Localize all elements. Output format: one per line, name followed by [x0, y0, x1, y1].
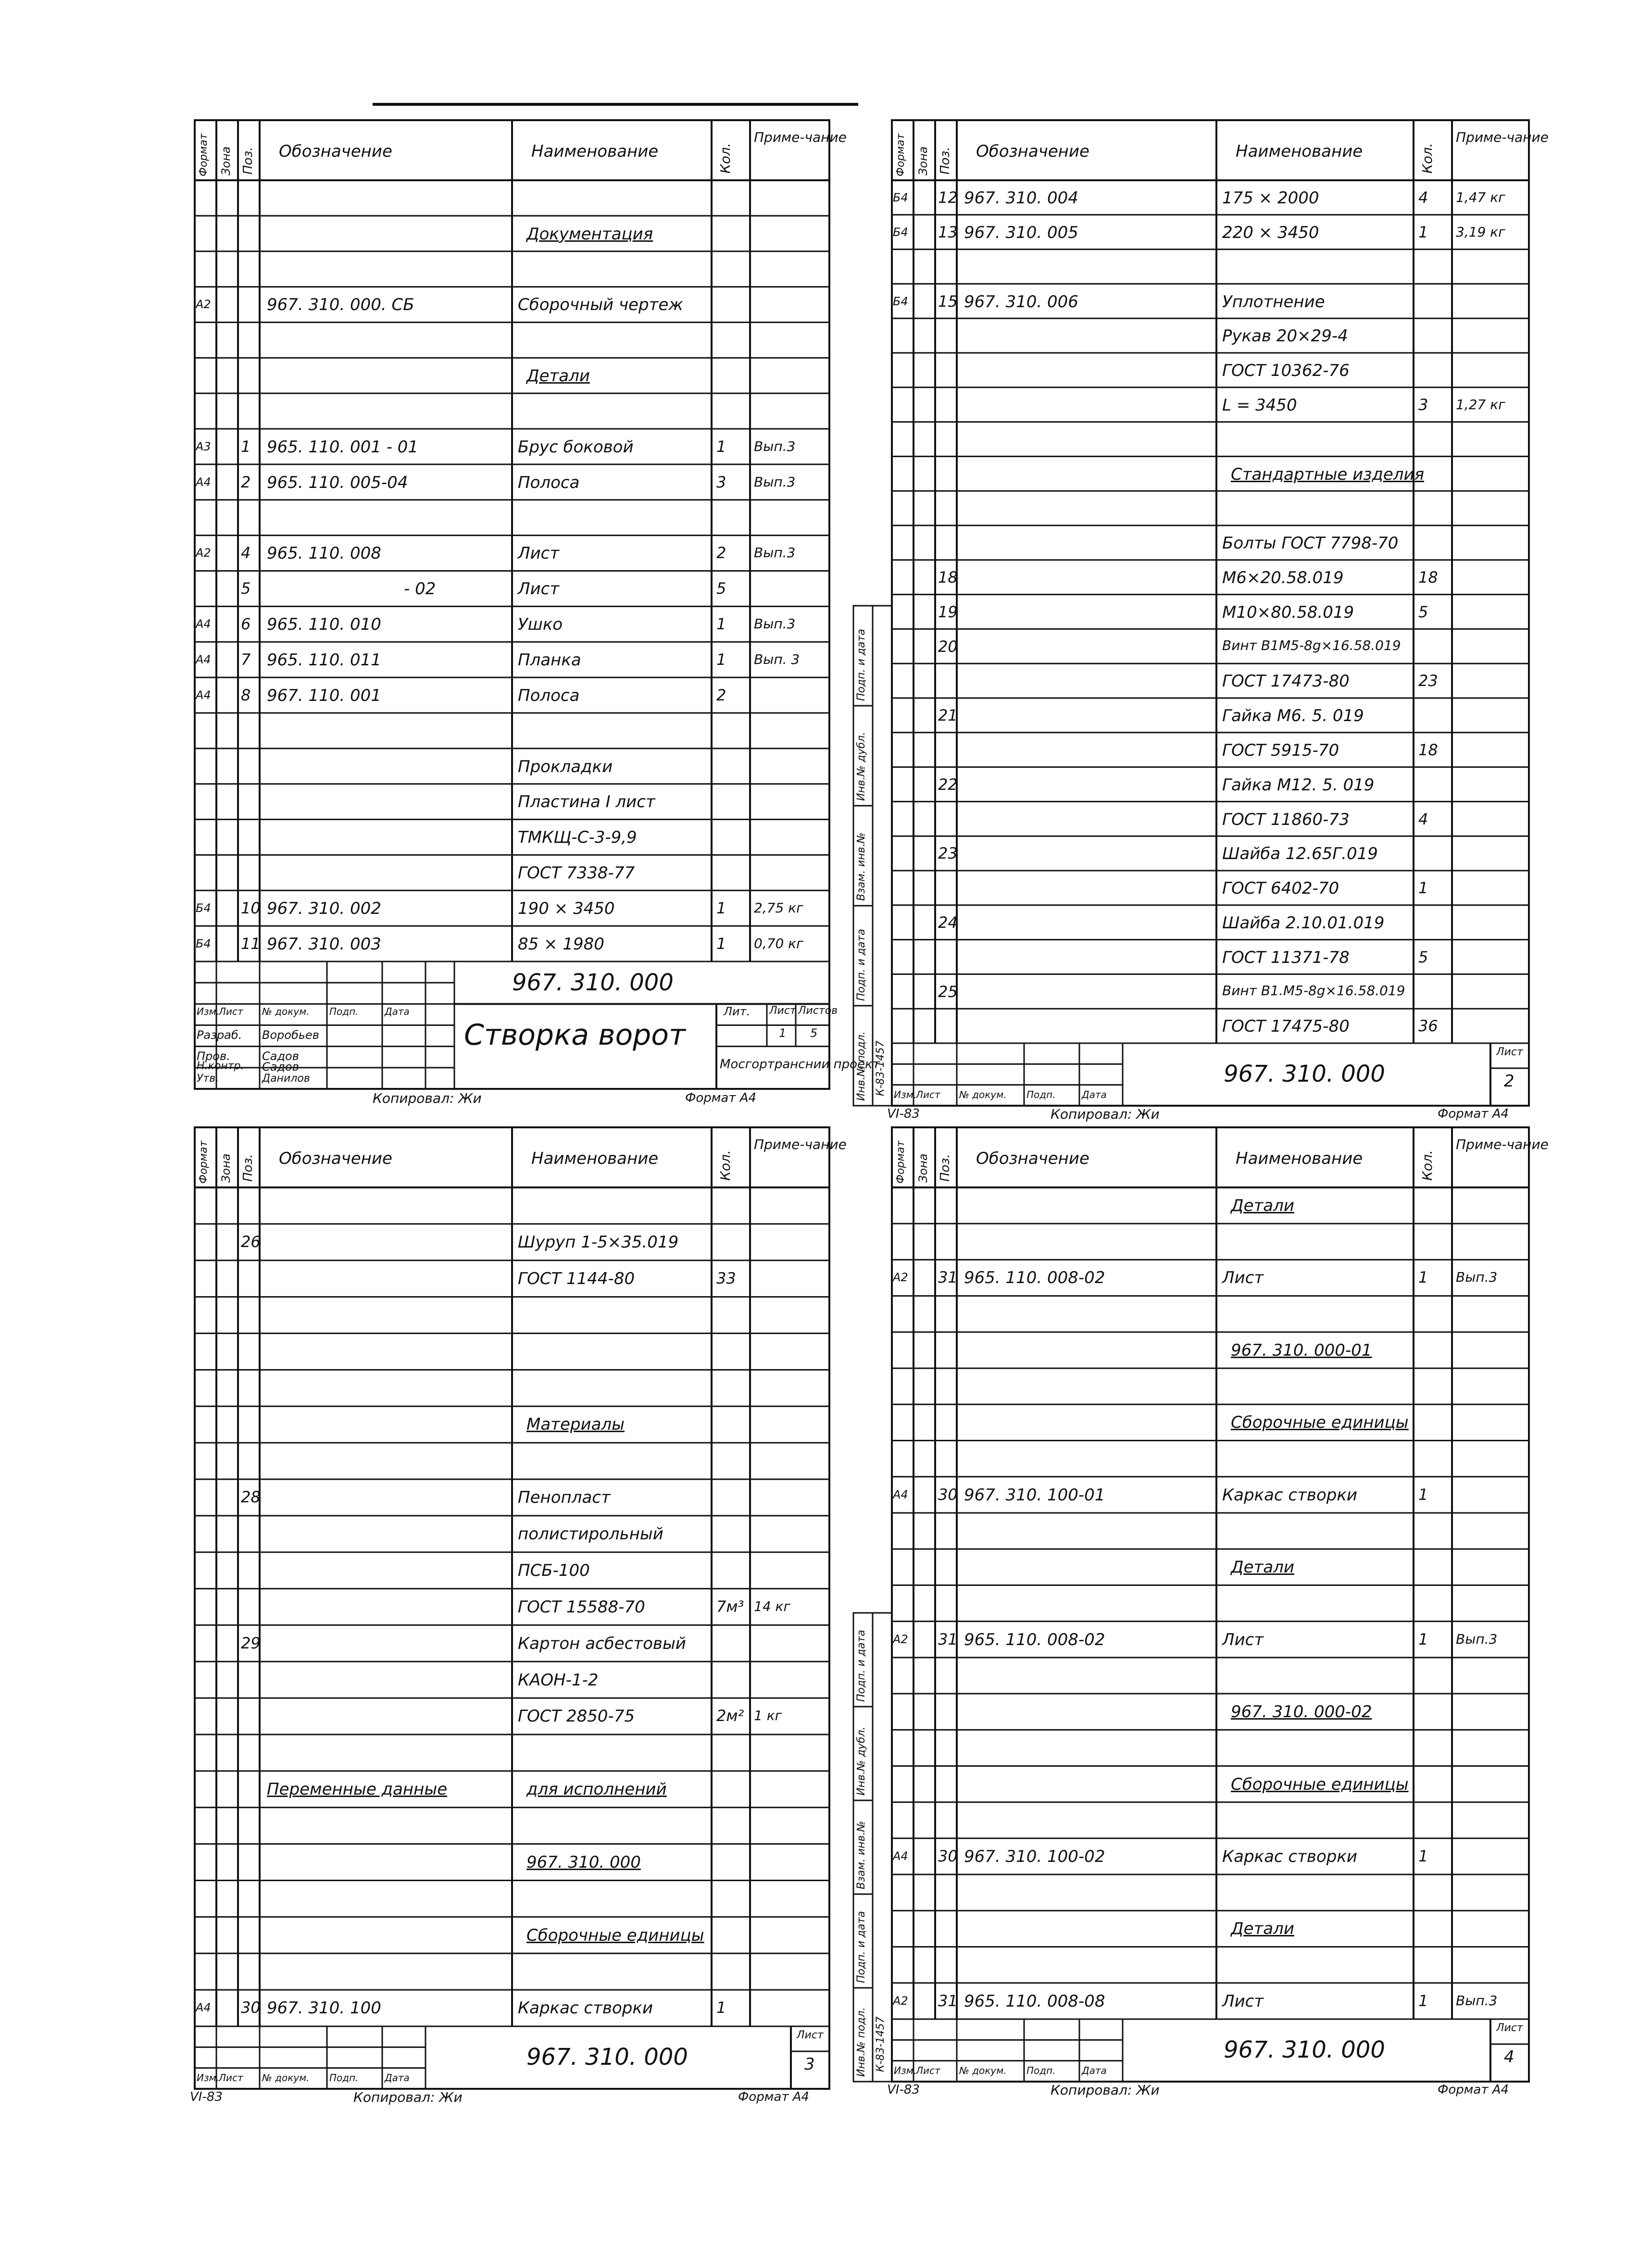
row-qty: 1 [716, 615, 726, 634]
stamp-copied: Копировал: Жи [1051, 2082, 1160, 2098]
row-note: 2,75 кг [754, 899, 803, 916]
stamp-norm-name: Садов [262, 1060, 299, 1073]
row-name: Прокладки [518, 757, 613, 776]
header-name: Наименование [531, 1149, 659, 1168]
stamp-sheet-label: Лист [797, 2029, 824, 2041]
row-note: 1,47 кг [1456, 189, 1505, 206]
stamp-doc-code: 967. 310. 000 [1224, 2036, 1385, 2063]
sheet-grid [892, 120, 1549, 1106]
row-name: М10×80.58.019 [1222, 602, 1354, 622]
row-format: А2 [893, 1632, 908, 1646]
row-pos: 22 [938, 775, 958, 794]
header-qty: Кол. [717, 1150, 733, 1181]
row-name: ПСБ-100 [518, 1560, 590, 1580]
row-pos: 13 [938, 223, 958, 241]
row-qty: 1 [1418, 1485, 1428, 1504]
row-note: 14 кг [754, 1598, 791, 1614]
row-name: М6×20.58.019 [1222, 568, 1344, 587]
row-name: Рукав 20×29-4 [1222, 326, 1348, 346]
row-name: Шуруп 1-5×35.019 [518, 1233, 679, 1252]
side-label-replace_inv: Взам. инв.№ [855, 832, 867, 901]
row-name: Сборочные единицы [1231, 1774, 1409, 1794]
row-pos: 31 [938, 1630, 958, 1648]
stamp-doc-no: № докум. [262, 1006, 310, 1018]
stamp-sign: Подп. [329, 2072, 359, 2084]
stamp-sign: Подп. [1026, 2064, 1056, 2076]
row-format: А4 [196, 652, 211, 666]
header-qty: Кол. [1419, 1150, 1435, 1181]
row-qty: 1 [1418, 1630, 1428, 1648]
stamp-format-a4: Формат А4 [1438, 2083, 1509, 2097]
row-qty: 4 [1418, 188, 1428, 207]
row-pos: 1 [241, 437, 251, 456]
row-pos: 30 [938, 1847, 958, 1865]
row-name: 190 × 3450 [518, 899, 615, 918]
header-format: Формат [198, 1140, 210, 1184]
row-name: Брус боковой [518, 437, 634, 457]
side-label-sign_date2: Подп. и дата [855, 1911, 867, 1983]
row-format: А3 [196, 439, 211, 453]
header-format: Формат [198, 133, 210, 176]
header-zone: Зона [219, 1153, 233, 1183]
stamp-sheet: Лист [219, 1006, 243, 1018]
row-designation: 967. 310. 005 [964, 223, 1078, 242]
row-qty: 1 [1418, 223, 1428, 241]
header-pos: Поз. [938, 1154, 952, 1182]
side-label-inv_dup: Инв.№ дубл. [855, 1726, 867, 1796]
row-format: Б4 [893, 294, 908, 308]
row-name: ГОСТ 1144-80 [518, 1269, 635, 1288]
row-qty: 18 [1418, 740, 1438, 759]
stamp-date: Дата [385, 1006, 410, 1018]
row-format: А2 [893, 1271, 908, 1285]
stamp-lit: Лит. [724, 1005, 751, 1019]
row-qty: 1 [1418, 1847, 1428, 1865]
row-name: Уплотнение [1222, 292, 1325, 312]
row-designation: 967. 310. 000. СБ [267, 295, 414, 315]
row-qty: 1 [716, 437, 726, 456]
header-designation: Обозначение [279, 142, 392, 161]
row-qty: 2 [716, 544, 726, 562]
stamp-date-mark: VI-83 [887, 2083, 920, 2097]
row-name: 220 × 3450 [1222, 223, 1319, 242]
side-label-sign_date: Подп. и дата [855, 629, 867, 701]
row-name: Лист [1222, 1268, 1264, 1288]
row-designation: 967. 310. 100 [267, 1998, 381, 2018]
side-label-sign_date2: Подп. и дата [855, 929, 867, 1001]
row-name: 967. 310. 000-02 [1231, 1702, 1372, 1722]
row-name: 967. 310. 000-01 [1231, 1340, 1372, 1360]
row-pos: 11 [241, 934, 261, 953]
row-name: Шайба 12.65Г.019 [1222, 844, 1378, 864]
row-pos: 19 [938, 602, 958, 621]
row-format: А2 [196, 298, 211, 312]
side-label-inv_dup: Инв.№ дубл. [855, 732, 867, 801]
row-format: А4 [196, 475, 211, 489]
row-designation: 965. 110. 008-08 [964, 1991, 1105, 2011]
row-name: 175 × 2000 [1222, 188, 1319, 208]
row-name: Стандартные изделия [1231, 464, 1425, 484]
row-qty: 5 [1418, 602, 1428, 621]
stamp-date-mark: VI-83 [190, 2090, 223, 2104]
row-pos: 25 [938, 982, 958, 1001]
header-pos: Поз. [241, 1154, 255, 1182]
stamp-sheet-label: Лист [1496, 1046, 1523, 1058]
header-zone: Зона [916, 146, 930, 175]
header-pos: Поз. [241, 147, 255, 175]
row-name: Сборочные единицы [1231, 1413, 1409, 1433]
stamp-developer-name: Воробьев [262, 1028, 319, 1042]
row-name: Полоса [518, 473, 580, 492]
row-qty: 4 [1418, 810, 1428, 828]
row-qty: 1 [716, 934, 726, 953]
stamp-format-a4: Формат А4 [738, 2090, 810, 2104]
row-name: ГОСТ 15588-70 [518, 1597, 645, 1617]
side-inv-code: К-83-1457 [875, 2016, 887, 2072]
side-label-inv_orig: Инв.№ подл. [855, 1031, 867, 1101]
row-pos: 6 [241, 615, 251, 634]
row-name: ГОСТ 2850-75 [518, 1707, 635, 1726]
row-name: ГОСТ 17473-80 [1222, 672, 1350, 691]
row-name: Пластина I лист [518, 792, 655, 812]
row-name: Пенопласт [518, 1488, 611, 1508]
row-format: А4 [196, 688, 211, 702]
row-name: Гайка М12. 5. 019 [1222, 775, 1375, 795]
row-name: Детали [1231, 1196, 1294, 1216]
row-designation: 965. 110. 011 [267, 650, 381, 670]
side-label-sign_date: Подп. и дата [855, 1630, 867, 1702]
stamp-date: Дата [385, 2072, 410, 2084]
row-pos: 10 [241, 899, 261, 917]
stamp-approved: Утв. [197, 1072, 219, 1085]
stamp-sheet: Лист [219, 2072, 243, 2084]
row-qty: 2м² [716, 1707, 744, 1725]
row-name: Детали [1231, 1919, 1294, 1939]
stamp-date: Дата [1082, 2064, 1107, 2076]
row-qty: 5 [1418, 948, 1428, 966]
stamp-date: Дата [1082, 1088, 1107, 1100]
row-note: 3,19 кг [1456, 224, 1505, 240]
stamp-change: Изм. [197, 2072, 220, 2084]
row-name: КАОН-1-2 [518, 1670, 599, 1690]
row-qty: 1 [716, 650, 726, 669]
row-name: Шайба 2.10.01.019 [1222, 913, 1385, 933]
header-zone: Зона [219, 146, 233, 175]
sheet-4 [855, 1127, 1549, 2098]
row-format: Б4 [196, 936, 211, 950]
row-pos: 26 [241, 1233, 261, 1251]
row-pos: 23 [938, 844, 958, 863]
sheet-2 [855, 120, 1549, 1122]
stamp-sheet: Лист [916, 1088, 940, 1100]
row-designation: 967. 310. 100-01 [964, 1485, 1105, 1505]
stamp-copied: Копировал: Жи [1051, 1106, 1160, 1122]
header-zone: Зона [916, 1153, 930, 1183]
row-note: Вып.3 [754, 438, 796, 454]
row-format: А4 [196, 2001, 211, 2015]
row-format: Б4 [893, 225, 908, 239]
header-pos: Поз. [938, 147, 952, 175]
header-note: Приме-чание [1456, 1136, 1549, 1152]
row-qty: 18 [1418, 568, 1438, 587]
stamp-sheet: Лист [916, 2064, 940, 2076]
header-qty: Кол. [717, 143, 733, 174]
stamp-sheets-label: Листов [798, 1005, 838, 1017]
row-name: Винт В1.М5-8g×16.58.019 [1222, 982, 1405, 998]
row-format: А4 [196, 617, 211, 631]
row-designation: 967. 310. 003 [267, 934, 381, 954]
row-pos: 31 [938, 1991, 958, 2010]
header-name: Наименование [531, 142, 659, 161]
row-note: Вып.3 [1456, 1992, 1498, 2009]
row-pos: 7 [241, 650, 251, 669]
row-qty: 33 [716, 1269, 736, 1287]
sheet-3 [190, 1127, 847, 2105]
row-pos: 30 [241, 1998, 261, 2017]
stamp-copied: Копировал: Жи [353, 2089, 463, 2105]
row-qty: 1 [716, 899, 726, 917]
row-designation: 967. 110. 001 [267, 686, 381, 705]
row-pos: 30 [938, 1485, 958, 1504]
stamp-change: Изм. [197, 1006, 220, 1018]
row-pos: 20 [938, 637, 958, 656]
row-note: 1,27 кг [1456, 396, 1505, 412]
row-pos: 5 [241, 579, 251, 598]
header-format: Формат [895, 1140, 907, 1184]
row-name: Сборочный чертеж [518, 295, 683, 315]
header-designation: Обозначение [279, 1149, 392, 1168]
stamp-doc-code: 967. 310. 000 [526, 2044, 688, 2071]
row-name: Каркас створки [1222, 1485, 1357, 1505]
row-name: L = 3450 [1222, 395, 1297, 415]
row-designation: 967. 310. 006 [964, 292, 1078, 312]
row-designation: 965. 110. 008-02 [964, 1268, 1105, 1288]
row-name: Каркас створки [1222, 1847, 1357, 1866]
row-pos: 2 [241, 473, 251, 491]
stamp-doc-no: № докум. [262, 2072, 310, 2084]
header-qty: Кол. [1419, 143, 1435, 174]
side-inv-code: К-83-1457 [875, 1040, 887, 1096]
row-qty: 3 [716, 473, 726, 491]
row-name: Лист [518, 544, 560, 563]
row-name: полистирольный [518, 1524, 663, 1544]
sheet-frame [892, 120, 1549, 1106]
row-designation: - 02 [404, 579, 436, 599]
stamp-sheet-number: 4 [1504, 2047, 1514, 2067]
row-name: 85 × 1980 [518, 934, 604, 954]
stamp-sheet-label: Лист [1496, 2022, 1523, 2034]
row-pos: 24 [938, 913, 958, 932]
row-note: Вып.3 [754, 474, 796, 490]
row-note: 0,70 кг [754, 935, 803, 951]
row-pos: 18 [938, 568, 958, 587]
stamp-checked: Пров. [197, 1049, 230, 1063]
stamp-doc-code: 967. 310. 000 [1224, 1061, 1385, 1087]
row-designation: 965. 110. 001 - 01 [267, 437, 419, 457]
row-name: ГОСТ 11371-78 [1222, 948, 1350, 967]
side-label-replace_inv: Взам. инв.№ [855, 1821, 867, 1889]
row-name: Болты ГОСТ 7798-70 [1222, 534, 1399, 553]
stamp-organization: Мосгортранснии проект [720, 1057, 880, 1072]
row-name: Лист [1222, 1630, 1264, 1649]
row-designation: 967. 310. 004 [964, 188, 1078, 208]
row-name: ГОСТ 7338-77 [518, 863, 635, 883]
stamp-sign: Подп. [1026, 1088, 1056, 1100]
row-format: Б4 [196, 901, 211, 915]
row-name: ТМКЩ-С-3-9,9 [518, 828, 637, 848]
row-pos: 8 [241, 686, 251, 704]
header-designation: Обозначение [976, 1149, 1089, 1168]
row-name: 967. 310. 000 [526, 1852, 641, 1872]
row-name: ГОСТ 5915-70 [1222, 740, 1339, 760]
row-qty: 1 [1418, 1991, 1428, 2010]
row-qty: 1 [1418, 879, 1428, 898]
stamp-sheet-value: 1 [779, 1026, 787, 1040]
header-note: Приме-чание [754, 1136, 847, 1152]
row-name: ГОСТ 6402-70 [1222, 879, 1339, 899]
stamp-format-a4: Формат А4 [685, 1091, 757, 1105]
stamp-sheet-number: 2 [1504, 1072, 1514, 1091]
row-qty: 1 [716, 1998, 726, 2017]
row-note: Вып. 3 [754, 651, 800, 667]
row-pos: 12 [938, 188, 958, 207]
row-name: Каркас створки [518, 1998, 653, 2018]
header-designation: Обозначение [976, 142, 1089, 161]
row-qty: 3 [1418, 395, 1428, 414]
row-designation: 967. 310. 100-02 [964, 1847, 1105, 1866]
row-format: А4 [893, 1487, 908, 1501]
stamp-doc-no: № докум. [959, 1088, 1007, 1100]
row-name: Детали [1231, 1558, 1294, 1577]
stamp-copied: Копировал: Жи [373, 1090, 482, 1106]
row-name: Ушко [518, 615, 563, 635]
row-pos: 28 [241, 1488, 261, 1507]
row-name: Полоса [518, 686, 580, 705]
row-note: Вып.3 [1456, 1631, 1498, 1647]
row-qty: 23 [1418, 672, 1438, 690]
row-note: 1 кг [754, 1708, 782, 1724]
header-note: Приме-чание [754, 129, 847, 145]
row-designation: Переменные данные [267, 1780, 448, 1799]
stamp-change: Изм. [894, 2064, 917, 2076]
top-rule [373, 103, 858, 106]
header-name: Наименование [1236, 142, 1363, 161]
row-name: Планка [518, 650, 581, 670]
header-note: Приме-чание [1456, 129, 1549, 145]
row-qty: 36 [1418, 1017, 1438, 1036]
side-label-inv_orig: Инв.№ подл. [855, 2007, 867, 2077]
row-name: Документация [526, 224, 653, 244]
row-qty: 7м³ [716, 1597, 744, 1616]
row-name: ГОСТ 10362-76 [1222, 361, 1350, 381]
row-format: А4 [893, 1849, 908, 1863]
row-qty: 1 [1418, 1268, 1428, 1287]
row-name: Винт В1М5-8g×16.58.019 [1222, 637, 1401, 653]
row-designation: 967. 310. 002 [267, 899, 381, 918]
stamp-doc-code: 967. 310. 000 [512, 969, 674, 996]
row-name: Гайка М6. 5. 019 [1222, 706, 1364, 726]
stamp-doc-no: № докум. [959, 2064, 1007, 2076]
row-format: А2 [196, 546, 211, 560]
header-name: Наименование [1236, 1149, 1363, 1168]
row-name: Детали [526, 366, 590, 386]
stamp-checker-name: Садов [262, 1049, 299, 1063]
stamp-sheet-number: 3 [804, 2055, 815, 2074]
header-format: Формат [895, 133, 907, 176]
row-qty: 2 [716, 686, 726, 704]
stamp-sheet-label: Лист [769, 1005, 796, 1017]
stamp-norm-control: Н.контр. [197, 1060, 244, 1072]
stamp-approver-name: Данилов [262, 1072, 310, 1085]
row-qty: 5 [716, 579, 726, 598]
row-note: Вып.3 [1456, 1269, 1498, 1286]
row-format: А2 [893, 1994, 908, 2008]
row-designation: 965. 110. 008 [267, 544, 381, 563]
row-pos: 31 [938, 1268, 958, 1287]
row-name: Материалы [526, 1415, 625, 1435]
row-name: для исполнений [526, 1780, 667, 1799]
row-name: Лист [1222, 1991, 1264, 2011]
row-name: ГОСТ 17475-80 [1222, 1017, 1350, 1036]
row-note: Вып.3 [754, 616, 796, 632]
row-name: ГОСТ 11860-73 [1222, 810, 1350, 829]
row-format: Б4 [893, 191, 908, 205]
stamp-sheets-value: 5 [810, 1026, 818, 1040]
stamp-date-mark: VI-83 [887, 1107, 920, 1121]
stamp-title: Створка ворот [464, 1018, 686, 1052]
row-pos: 4 [241, 544, 251, 562]
row-name: Лист [518, 579, 560, 599]
row-designation: 965. 110. 008-02 [964, 1630, 1105, 1649]
row-pos: 15 [938, 292, 958, 311]
row-pos: 29 [241, 1634, 261, 1652]
row-name: Картон асбестовый [518, 1634, 686, 1653]
row-name: Сборочные единицы [526, 1925, 704, 1945]
stamp-developed: Разраб. [197, 1028, 242, 1042]
stamp-sign: Подп. [329, 1006, 359, 1018]
stamp-format-a4: Формат А4 [1438, 1107, 1509, 1121]
row-designation: 965. 110. 010 [267, 615, 381, 635]
stamp-change: Изм. [894, 1088, 917, 1100]
row-designation: 965. 110. 005-04 [267, 473, 408, 492]
row-pos: 21 [938, 706, 958, 725]
row-note: Вып.3 [754, 545, 796, 561]
